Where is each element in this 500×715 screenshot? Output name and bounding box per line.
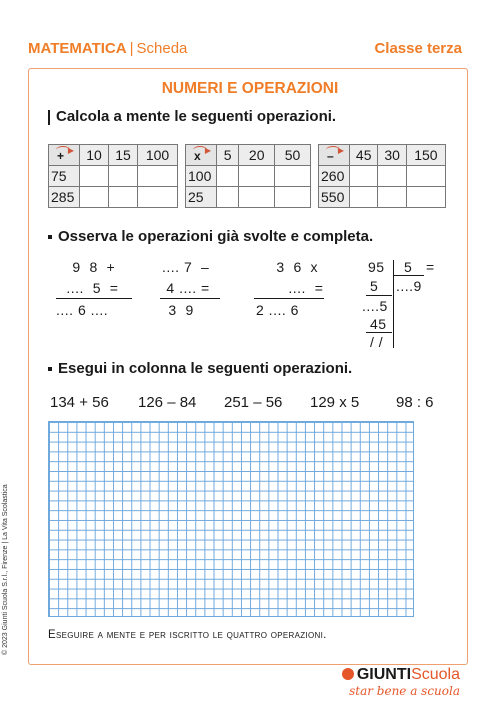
op-header-plus: ▶ + <box>49 145 80 166</box>
publisher-logo: GIUNTIScuola star bene a scuola <box>342 666 460 698</box>
answer-cell[interactable] <box>378 187 406 208</box>
div-divisor: 5 <box>404 259 413 275</box>
objective-note: Eseguire a mente e per iscritto le quattro operazioni. <box>48 629 327 641</box>
subject-label: MATEMATICA <box>28 40 127 57</box>
grade-label: Classe terza <box>374 40 462 57</box>
row-header: 100 <box>186 166 217 187</box>
div-row-3: 45 <box>370 316 387 332</box>
answer-cell[interactable] <box>239 187 275 208</box>
ex1-instruction-text: Calcola a mente le seguenti operazioni. <box>56 108 337 125</box>
section-label: Scheda <box>136 40 188 57</box>
copyright-text: © 2023 Giunti Scuola S.r.l., Firenze | La Vita Scolastica <box>2 484 9 655</box>
mul-line-1: 3 6 x <box>272 259 319 275</box>
answer-cell[interactable] <box>350 187 378 208</box>
answer-cell[interactable] <box>138 187 178 208</box>
bullet-icon <box>48 235 52 239</box>
col-header: 150 <box>406 145 445 166</box>
answer-cell[interactable] <box>80 166 109 187</box>
ex1-instruction <box>48 108 336 125</box>
answer-cell[interactable] <box>275 187 311 208</box>
row-header: 25 <box>186 187 217 208</box>
col-header: 15 <box>109 145 138 166</box>
row-header: 285 <box>49 187 80 208</box>
squared-grid[interactable] <box>48 421 414 617</box>
col-header: 20 <box>239 145 275 166</box>
answer-cell[interactable] <box>275 166 311 187</box>
sub-rule <box>160 298 220 299</box>
answer-cell[interactable] <box>80 187 109 208</box>
ex2-instruction-text: Osserva le operazioni già svolte e completa. <box>58 228 374 245</box>
col-header: 50 <box>275 145 311 166</box>
exercise-op: 126 – 84 <box>138 394 197 411</box>
add-line-2: .... 5 = <box>62 280 119 296</box>
answer-cell[interactable] <box>406 166 445 187</box>
div-vertical-rule <box>393 260 394 348</box>
row-header: 550 <box>319 187 350 208</box>
answer-cell[interactable] <box>239 166 275 187</box>
div-divisor-rule <box>394 275 424 276</box>
div-row-2: ....5 <box>362 298 388 314</box>
exercise-op: 129 x 5 <box>310 394 360 411</box>
col-header: 100 <box>138 145 178 166</box>
ex3-instruction <box>48 360 352 377</box>
mul-rule <box>254 298 324 299</box>
row-header: 260 <box>319 166 350 187</box>
ex3-instruction-text: Esegui in colonna le seguenti operazioni. <box>58 360 353 377</box>
div-sub-rule-1 <box>366 295 392 296</box>
div-row-4: / / <box>370 334 384 350</box>
div-row-1: 5 <box>370 278 379 294</box>
answer-cell[interactable] <box>109 166 138 187</box>
ex2-instruction <box>48 228 373 245</box>
addition-table <box>48 144 178 208</box>
header-separator: | <box>129 40 134 57</box>
add-rule <box>56 298 132 299</box>
add-line-3: .... 6 .... <box>56 302 109 318</box>
row-header: 75 <box>49 166 80 187</box>
exercise-op: 98 : 6 <box>396 394 434 411</box>
sub-line-3: 3 9 <box>164 302 194 318</box>
answer-cell[interactable] <box>109 187 138 208</box>
div-dividend: 95 <box>368 259 385 275</box>
mul-line-3: 2 .... 6 <box>256 302 299 318</box>
col-header: 10 <box>80 145 109 166</box>
header-subject <box>28 40 187 57</box>
op-header-minus: ▶ – <box>319 145 350 166</box>
sub-line-1: .... 7 – <box>162 259 210 275</box>
giunti-logo-icon <box>342 668 354 680</box>
answer-cell[interactable] <box>378 166 406 187</box>
col-header: 5 <box>217 145 239 166</box>
exercise-op: 134 + 56 <box>50 394 109 411</box>
answer-cell[interactable] <box>350 166 378 187</box>
exercise-op: 251 – 56 <box>224 394 283 411</box>
div-quotient: ....9 <box>396 278 422 294</box>
col-header: 30 <box>378 145 406 166</box>
subtraction-table <box>318 144 446 208</box>
answer-cell[interactable] <box>217 187 239 208</box>
multiplication-table <box>185 144 311 208</box>
sub-line-2: 4 .... = <box>162 280 210 296</box>
answer-cell[interactable] <box>217 166 239 187</box>
div-sub-rule-2 <box>366 332 392 333</box>
col-header: 45 <box>350 145 378 166</box>
answer-cell[interactable] <box>406 187 445 208</box>
answer-cell[interactable] <box>138 166 178 187</box>
logo-tagline: star bene a scuola <box>349 684 460 698</box>
mul-line-2: .... = <box>284 280 324 296</box>
add-line-1: 9 8 + <box>68 259 116 275</box>
pencil-icon <box>48 110 50 125</box>
page-title: NUMERI E OPERAZIONI <box>161 80 339 97</box>
bullet-icon <box>48 367 52 371</box>
op-header-times: ▶ x <box>186 145 217 166</box>
div-equals: = <box>426 259 435 275</box>
